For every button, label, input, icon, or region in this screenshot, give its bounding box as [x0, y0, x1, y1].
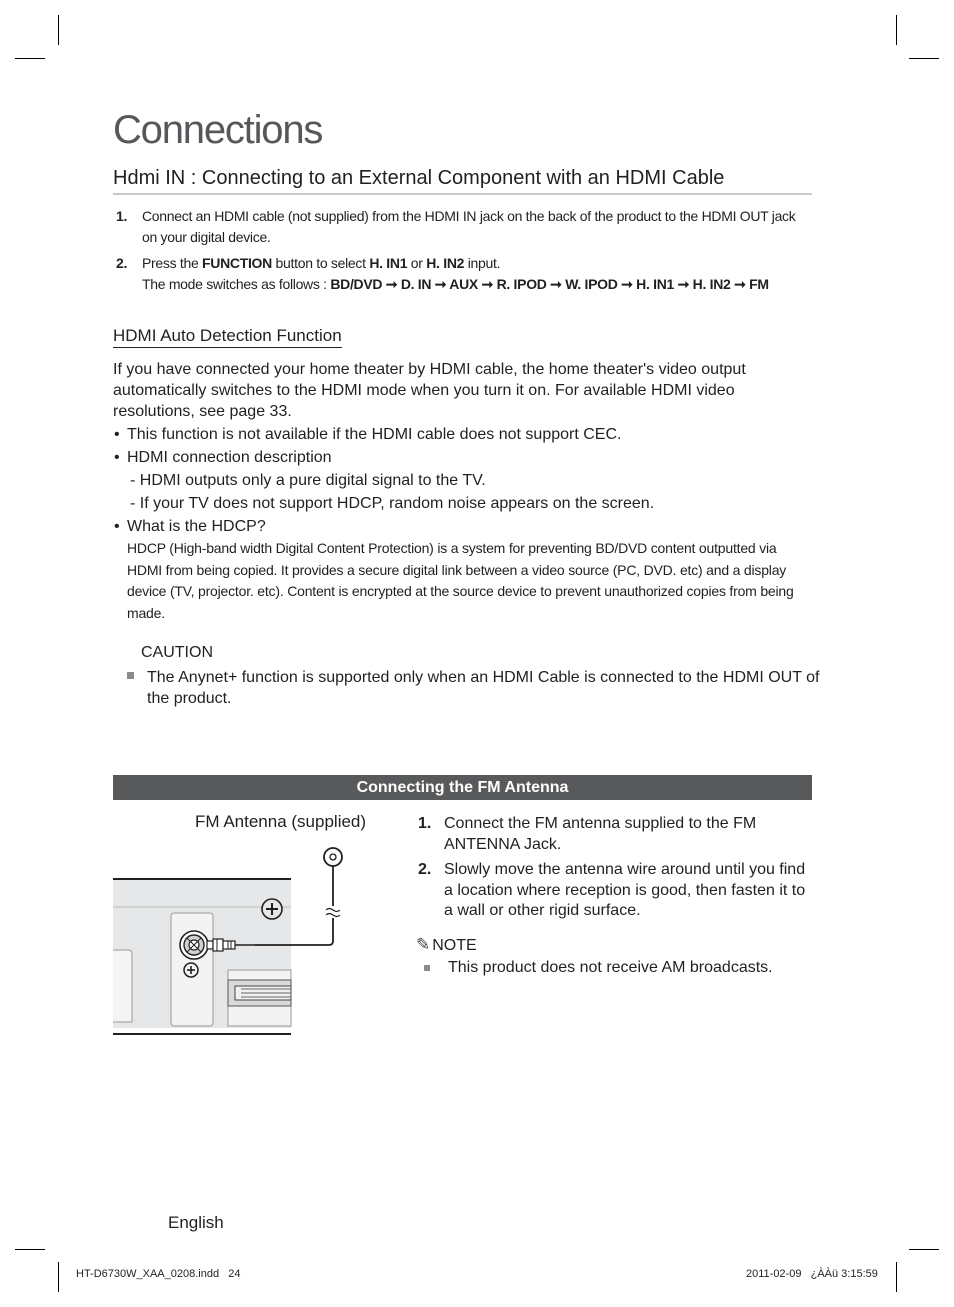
screw-icon: [184, 963, 198, 977]
dash-item: - HDMI outputs only a pure digital signal to the TV.: [130, 472, 486, 489]
step-number: 2.: [418, 861, 432, 878]
step-item: [416, 860, 812, 922]
section-title: Hdmi IN : Connecting to an External Component with an HDMI Cable: [113, 167, 812, 195]
caution-title: CAUTION: [141, 644, 213, 661]
footer-language: English: [168, 1213, 224, 1232]
hdmi-steps: [113, 206, 813, 300]
crop-mark: [58, 15, 59, 45]
crop-mark: [909, 58, 939, 59]
print-slug-timestamp: 2011-02-09 ¿ÀÀü 3:15:59: [746, 1268, 878, 1280]
mode-intro: The mode switches as follows :: [142, 276, 331, 292]
crop-mark: [15, 1249, 45, 1250]
note-text: This product does not receive AM broadcasts.: [448, 959, 773, 976]
screw-icon: [262, 899, 282, 919]
mode-sequence: BD/DVD ➞ D. IN ➞ AUX ➞ R. IPOD ➞ W. IPOD ➞ H. IN1 ➞ H. IN2 ➞ FM: [330, 276, 769, 292]
step-item: [416, 814, 812, 855]
step-text: Connect an HDMI cable (not supplied) from the HDMI IN jack on the back of the product to the HDMI OUT jack on your digital device.: [142, 208, 796, 245]
h-in2-label: H. IN2: [426, 255, 465, 271]
bullet-hdcp: • What is the HDCP?: [113, 516, 813, 537]
fm-antenna-label: FM Antenna (supplied): [195, 812, 367, 831]
step-text-middle: button to select: [271, 255, 370, 271]
or-text: or: [407, 255, 427, 271]
note-title: NOTE: [432, 937, 477, 954]
bullet-cec: • This function is not available if the HDMI cable does not support CEC.: [113, 424, 813, 445]
auto-detection-intro: If you have connected your home theater by HDMI cable, the home theater's video output automatically switches to the HDMI mode when you turn it on. For available HDMI video resolutions, see page 33.: [113, 361, 746, 420]
fm-section-header: Connecting the FM Antenna: [113, 775, 812, 800]
fm-antenna-illustration: [113, 840, 343, 1040]
crop-mark: [909, 1249, 939, 1250]
step-item: [113, 253, 813, 295]
chapter-title: Connections: [113, 108, 323, 152]
bullet-hdmi-desc: • HDMI connection description: [113, 447, 813, 468]
note-heading: [416, 935, 477, 955]
crop-mark: [896, 15, 897, 45]
caution-text: The Anynet+ function is supported only when an HDMI Cable is connected to the HDMI OUT of the product.: [147, 669, 820, 707]
square-bullet-icon: [127, 672, 134, 679]
hdcp-description: HDCP (High-band width Digital Content Protection) is a system for preventing BD/DVD content outputted via HDMI from being copied. It provides a secure digital link between a video source (PC, DVD. etc) and a display device (TV, projector. etc). Content is encrypted at the source device to prevent unauthorized copies from being made.: [127, 540, 794, 621]
caution-note: [127, 667, 827, 709]
step-item: [113, 206, 813, 248]
fm-steps: [416, 814, 812, 927]
auto-detection-body: [113, 359, 813, 624]
function-label: FUNCTION: [202, 255, 272, 271]
step-number: 1.: [116, 208, 128, 224]
step-text-after: input.: [464, 255, 501, 271]
print-slug-filename: HT-D6730W_XAA_0208.indd 24: [76, 1268, 241, 1280]
square-bullet-icon: [424, 965, 430, 971]
step-number: 2.: [116, 255, 128, 271]
auto-detection-title: HDMI Auto Detection Function: [113, 326, 342, 348]
crop-mark: [896, 1262, 897, 1292]
dash-item: - If your TV does not support HDCP, random noise appears on the screen.: [130, 495, 655, 512]
step-number: 1.: [418, 815, 432, 832]
crop-mark: [58, 1262, 59, 1292]
fm-antenna-jack-icon: [180, 931, 208, 959]
step-text: Connect the FM antenna supplied to the FM ANTENNA Jack.: [444, 815, 757, 853]
pencil-note-icon: ✎: [416, 935, 431, 954]
crop-mark: [15, 58, 45, 59]
step-text-before: Press the: [142, 255, 203, 271]
note-item: [424, 959, 773, 977]
step-text: Slowly move the antenna wire around until you find a location where reception is good, then fasten it to a wall or other rigid surface.: [444, 861, 806, 919]
h-in1-label: H. IN1: [369, 255, 408, 271]
